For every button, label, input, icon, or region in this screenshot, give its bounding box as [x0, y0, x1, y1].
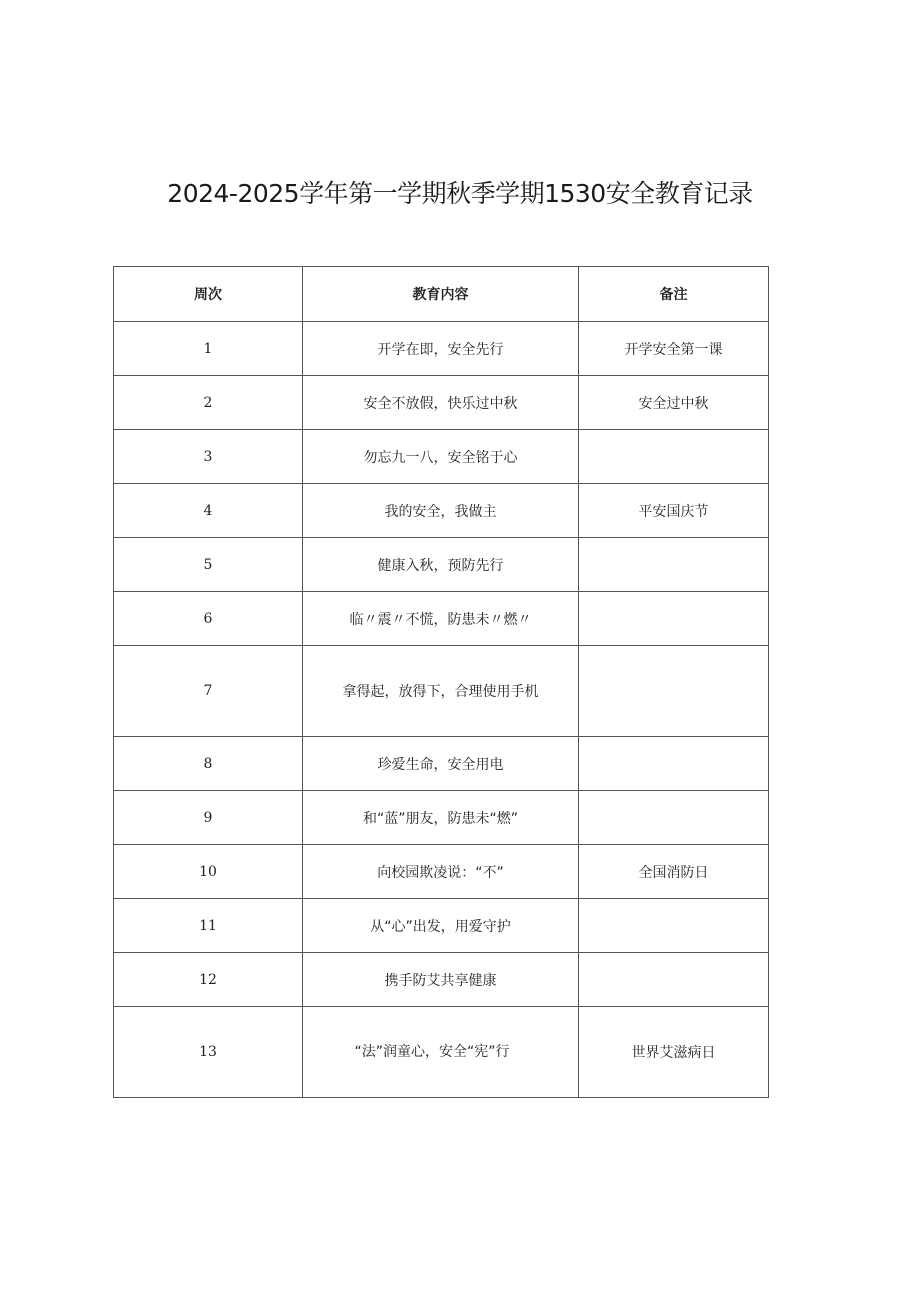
table-row	[114, 737, 769, 791]
note-cell: 安全过中秋	[579, 376, 769, 430]
header-content: 教育内容	[303, 267, 579, 322]
week-cell: 3	[114, 430, 303, 484]
content-cell: 临〃震〃不慌，防患未〃燃〃	[303, 592, 579, 646]
table-row	[114, 899, 769, 953]
table-row	[114, 376, 769, 430]
note-cell	[579, 592, 769, 646]
note-cell: 平安国庆节	[579, 484, 769, 538]
table-row	[114, 953, 769, 1007]
week-cell: 1	[114, 322, 303, 376]
note-cell	[579, 737, 769, 791]
table-header-row	[114, 267, 769, 322]
note-cell	[579, 791, 769, 845]
note-cell: 全国消防日	[579, 845, 769, 899]
table-row	[114, 791, 769, 845]
note-cell	[579, 953, 769, 1007]
note-cell	[579, 430, 769, 484]
content-cell: 珍爱生命，安全用电	[303, 737, 579, 791]
safety-education-table	[113, 266, 769, 1098]
page-title: 2024-2025学年第一学期秋季学期1530安全教育记录	[167, 179, 753, 208]
week-cell: 6	[114, 592, 303, 646]
note-cell	[579, 646, 769, 737]
note-cell: 开学安全第一课	[579, 322, 769, 376]
content-cell: 安全不放假，快乐过中秋	[303, 376, 579, 430]
table-row	[114, 538, 769, 592]
content-cell: 从“心”出发，用爱守护	[303, 899, 579, 953]
content-cell: 健康入秋，预防先行	[303, 538, 579, 592]
content-text: “法”润童心，安全“宪”行	[354, 1044, 510, 1060]
week-cell: 13	[114, 1007, 303, 1098]
table-row	[114, 322, 769, 376]
week-cell: 11	[114, 899, 303, 953]
table-row	[114, 592, 769, 646]
table-row	[114, 646, 769, 737]
week-cell: 2	[114, 376, 303, 430]
content-cell: 拿得起，放得下，合理使用手机	[303, 646, 579, 737]
week-cell: 10	[114, 845, 303, 899]
header-week: 周次	[114, 267, 303, 322]
content-cell: 我的安全，我做主	[303, 484, 579, 538]
week-cell: 4	[114, 484, 303, 538]
week-cell: 8	[114, 737, 303, 791]
content-cell: 向校园欺凌说：“不”	[303, 845, 579, 899]
week-cell: 5	[114, 538, 303, 592]
header-note: 备注	[579, 267, 769, 322]
note-cell	[579, 899, 769, 953]
week-cell: 9	[114, 791, 303, 845]
note-cell: 世界艾滋病日	[579, 1007, 769, 1098]
content-cell: 携手防艾共享健康	[303, 953, 579, 1007]
content-cell	[303, 1007, 579, 1098]
content-cell: 和“蓝”朋友，防患未“燃”	[303, 791, 579, 845]
table-row	[114, 430, 769, 484]
week-cell: 7	[114, 646, 303, 737]
table-row	[114, 845, 769, 899]
note-cell	[579, 538, 769, 592]
content-cell: 勿忘九一八，安全铭于心	[303, 430, 579, 484]
table-row	[114, 1007, 769, 1098]
week-cell: 12	[114, 953, 303, 1007]
content-cell: 开学在即，安全先行	[303, 322, 579, 376]
table-row	[114, 484, 769, 538]
